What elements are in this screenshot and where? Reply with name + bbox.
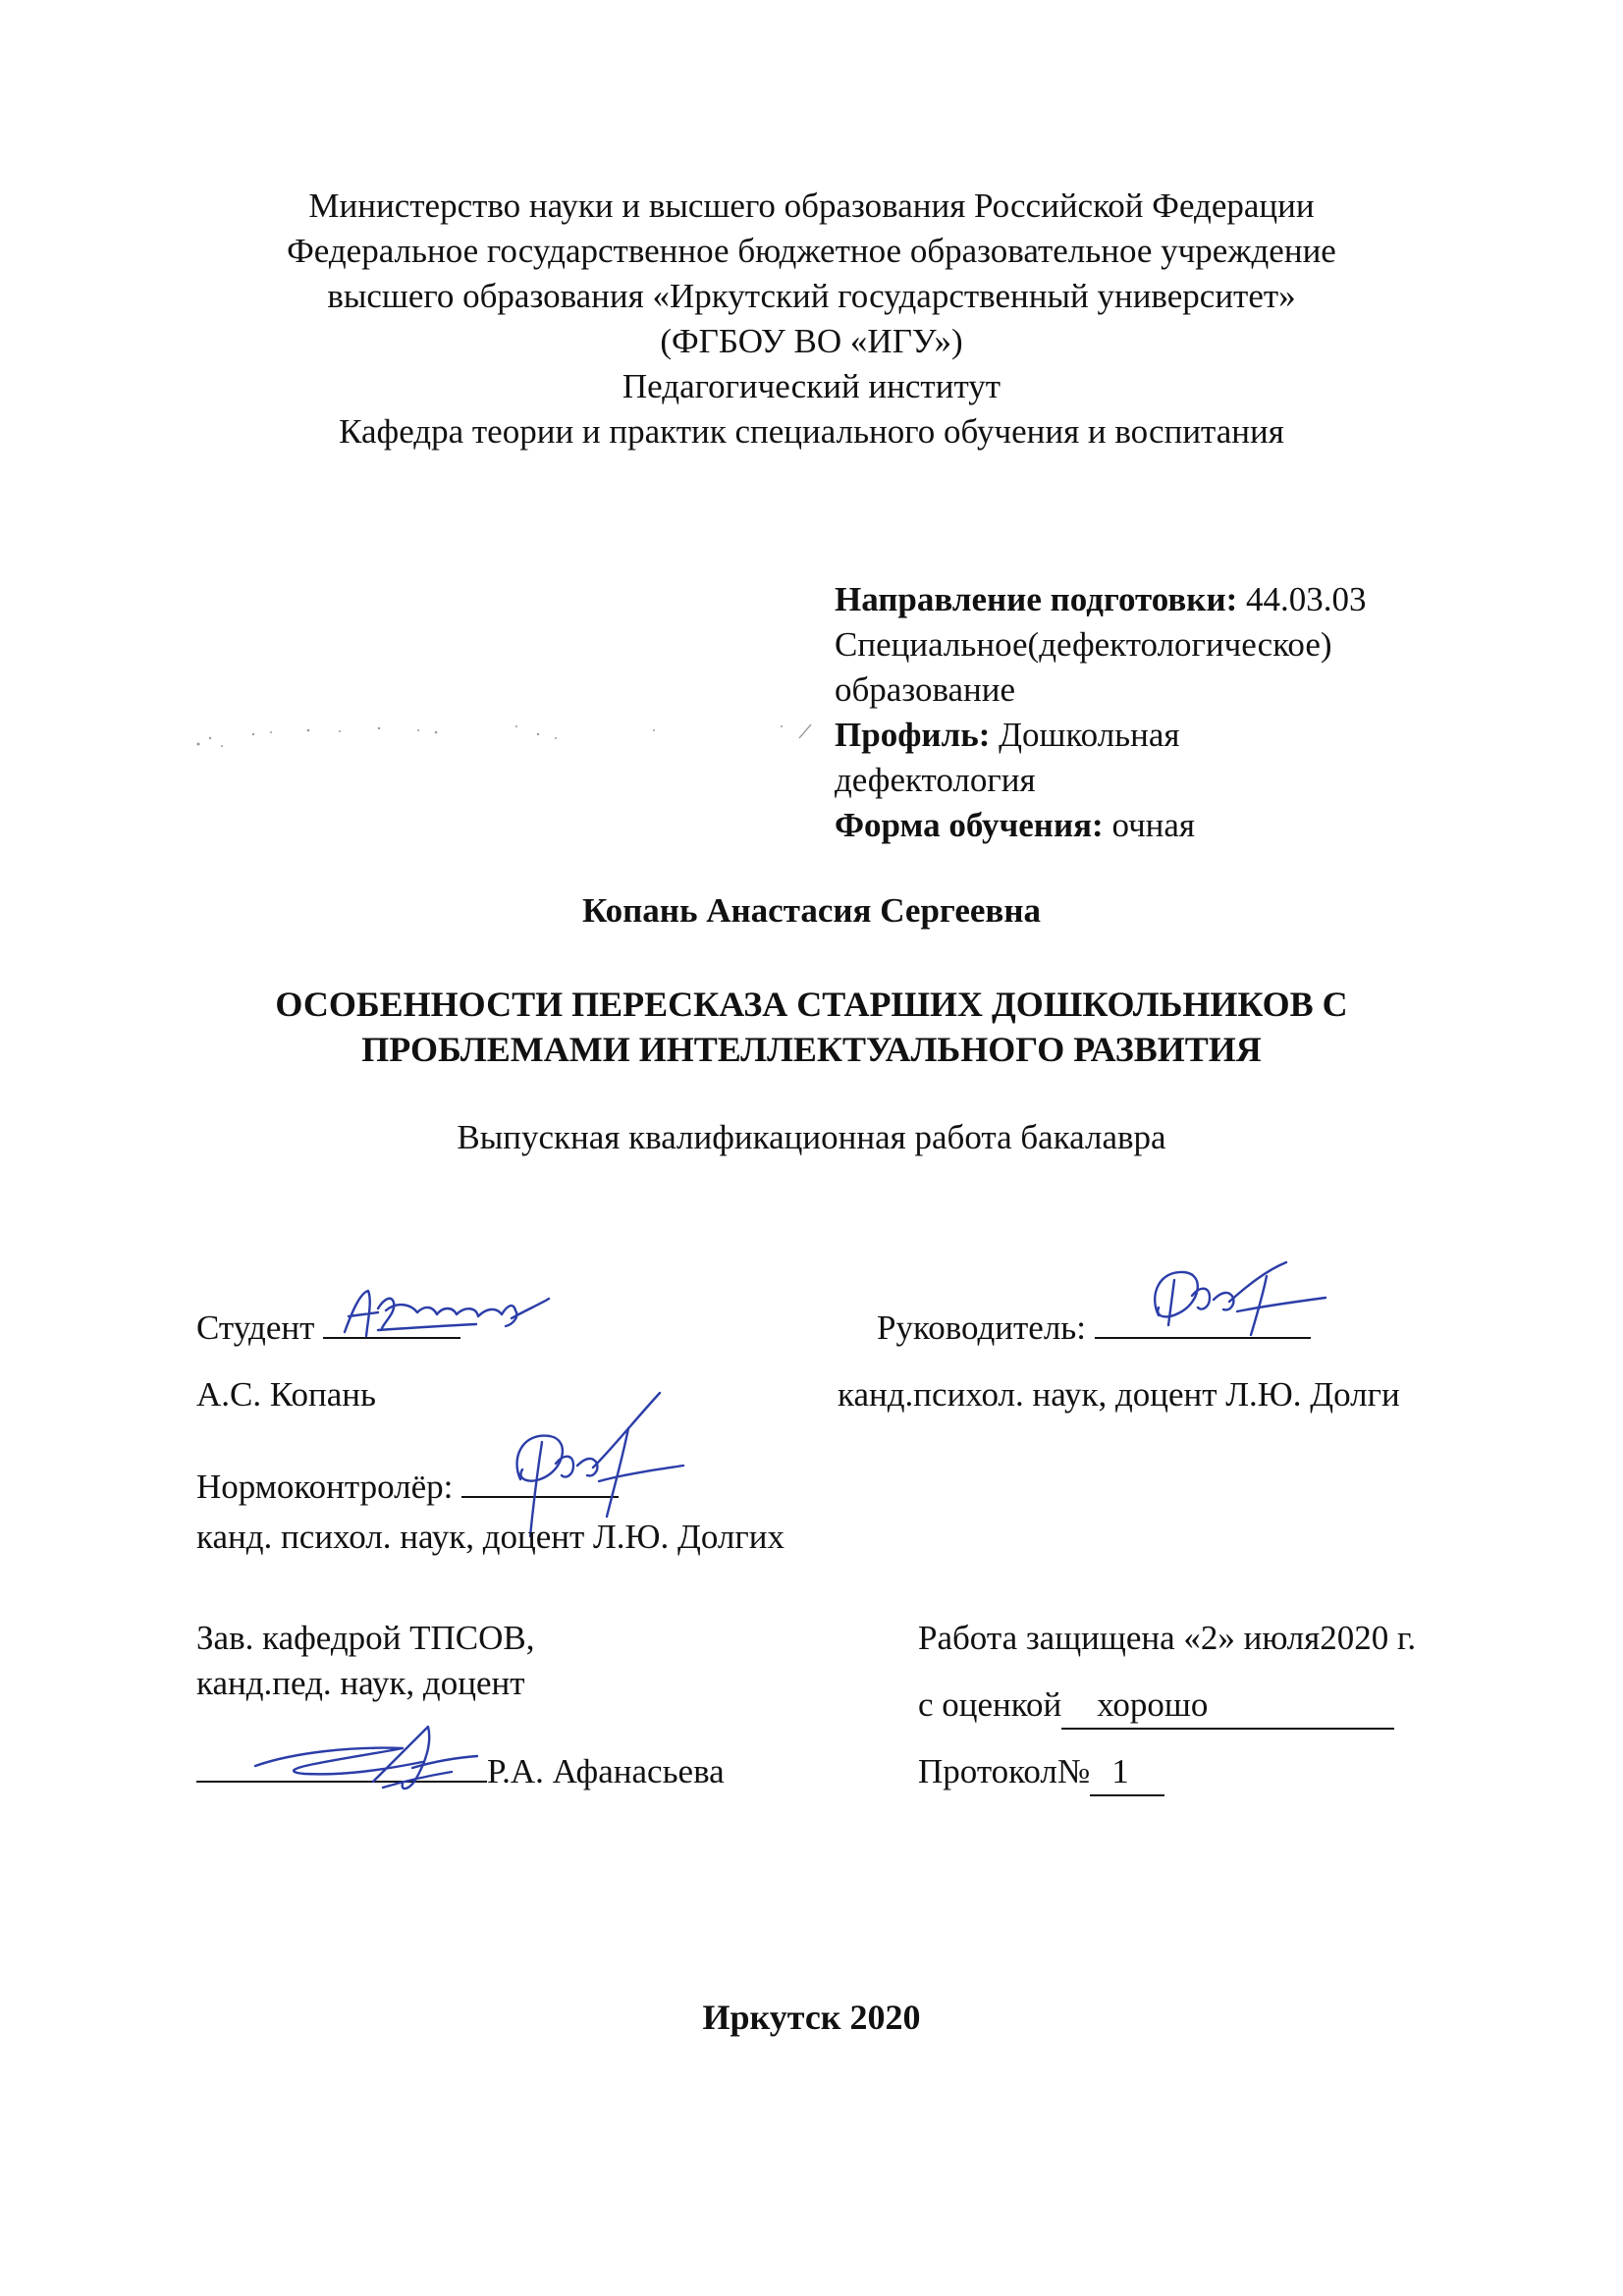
student-full-name: Копань Анастасия Сергеевна xyxy=(582,891,1041,930)
form-value: очная xyxy=(1111,806,1196,844)
header-line-ministry: Министерство науки и высшего образования Российской Федерации xyxy=(308,187,1315,225)
defense-date: Работа защищена «2» июля2020 г. xyxy=(918,1619,1417,1657)
supervisor-signature xyxy=(1119,1256,1335,1345)
study-info-block xyxy=(835,577,1367,848)
header-line-institution-type: Федеральное государственное бюджетное образовательное учреждение xyxy=(287,232,1336,270)
protocol-value: 1 xyxy=(1090,1749,1164,1796)
supervisor-label: Руководитель: xyxy=(877,1308,1086,1347)
profile-value-line2: дефектология xyxy=(835,761,1036,799)
head-signature xyxy=(236,1713,501,1801)
student-name-short: А.С. Копань xyxy=(196,1375,376,1414)
city-year: Иркутск 2020 xyxy=(702,1998,921,2037)
thesis-title-line2: ПРОБЛЕМАМИ ИНТЕЛЛЕКТУАЛЬНОГО РАЗВИТИЯ xyxy=(361,1030,1262,1069)
form-row xyxy=(835,803,1367,848)
direction-label: Направление подготовки: xyxy=(835,580,1238,618)
direction-row xyxy=(835,577,1367,622)
profile-row xyxy=(835,713,1367,758)
header-line-university: высшего образования «Иркутский государственный университет» xyxy=(327,277,1296,315)
grade-prefix: с оценкой xyxy=(918,1685,1062,1724)
head-name: Р.А. Афанасьева xyxy=(487,1752,725,1790)
head-title-line1: Зав. кафедрой ТПСОВ, xyxy=(196,1619,535,1657)
grade-value: хорошо xyxy=(1061,1682,1394,1730)
direction-name-line1: Специальное(дефектологическое) xyxy=(835,625,1332,664)
normcontrol-label: Нормоконтролёр: xyxy=(196,1468,454,1506)
thesis-title xyxy=(0,982,1623,1072)
direction-code: 44.03.03 xyxy=(1246,580,1367,618)
supervisor-name: канд.психол. наук, доцент Л.Ю. Долги xyxy=(838,1375,1400,1414)
student-signature xyxy=(339,1281,584,1350)
normcontrol-name: канд. психол. наук, доцент Л.Ю. Долгих xyxy=(196,1518,784,1556)
profile-value: Дошкольная xyxy=(999,716,1180,754)
defense-grade-row xyxy=(918,1682,1394,1730)
work-type: Выпускная квалификационная работа бакалавра xyxy=(457,1118,1166,1156)
scan-artifact xyxy=(192,717,821,756)
protocol-prefix: Протокол№ xyxy=(918,1752,1091,1790)
header-line-abbreviation: (ФГБОУ ВО «ИГУ») xyxy=(660,322,963,360)
header-line-department: Кафедра теории и практик специального обучения и воспитания xyxy=(339,412,1284,451)
form-label: Форма обучения: xyxy=(835,806,1104,844)
protocol-row xyxy=(918,1749,1164,1796)
header-block xyxy=(0,184,1623,454)
thesis-title-line1: ОСОБЕННОСТИ ПЕРЕСКАЗА СТАРШИХ ДОШКОЛЬНИКОВ С xyxy=(275,985,1348,1024)
direction-name-line2: образование xyxy=(835,670,1016,709)
student-label: Студент xyxy=(196,1308,315,1347)
profile-label: Профиль: xyxy=(835,716,991,754)
head-title-line2: канд.пед. наук, доцент xyxy=(196,1664,525,1702)
header-line-institute: Педагогический институт xyxy=(622,367,1001,405)
